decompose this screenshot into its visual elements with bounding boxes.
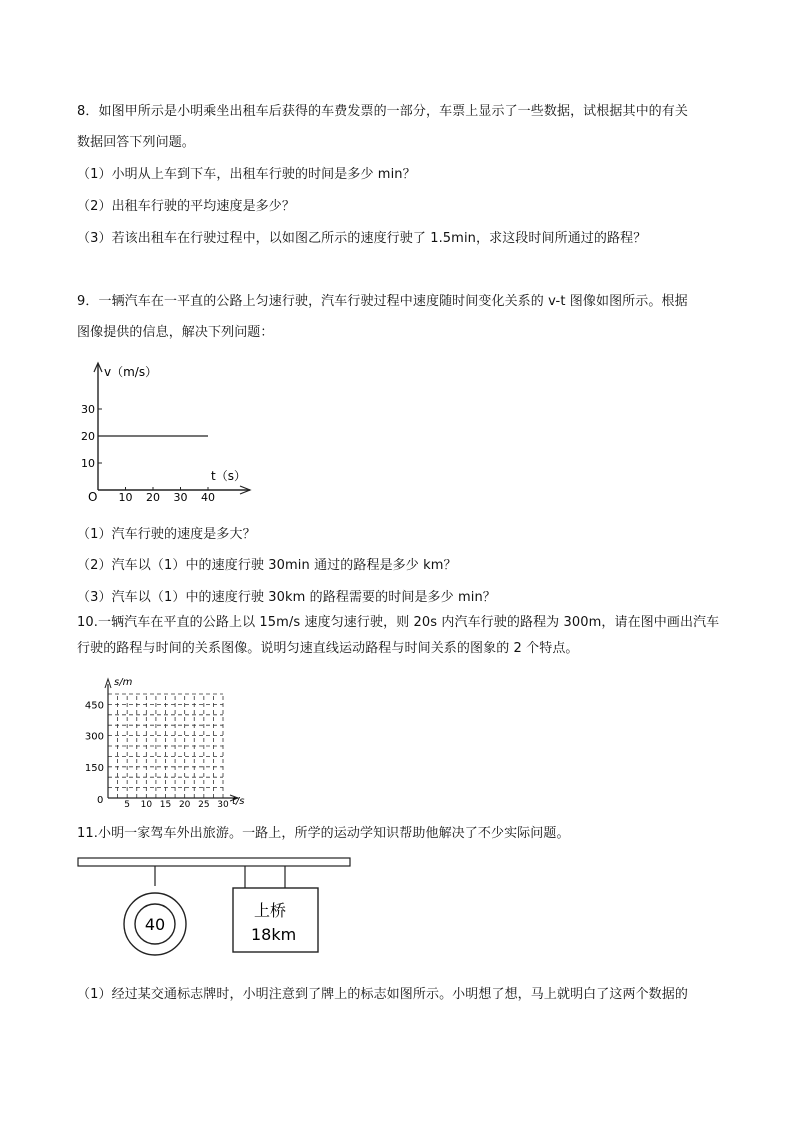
speed-limit-value: 40 [144,915,166,934]
q10-x-tick-label: 10 [140,800,153,807]
q10-x-tick-label: 15 [159,800,172,807]
q8-sub3: （3）若该出租车在行驶过程中，以如图乙所示的速度行驶了 1.5min，求这段时间所通过的路程？ [77,231,647,246]
q10-x-tick-label: 5 [124,800,131,807]
q10-x-tick-label: 25 [198,800,210,807]
q10-y-tick-label: 450 [84,700,104,712]
q9-x-tick-label: 10 [118,491,133,503]
q9-y-tick-label: 10 [81,457,95,470]
q8-stem-line1: 8．如图甲所示是小明乘坐出租车后获得的车费发票的一部分，车票上显示了一些数据，试根据其中的有关 [77,104,688,119]
q9-x-tick-label: 40 [201,491,215,503]
q9-x-tick-label: 30 [173,491,188,503]
q11-sub1: （1）经过某交通标志牌时，小明注意到了牌上的标志如图所示。小明想了想，马上就明白了这两个数据的 [77,987,688,1002]
q11-stem: 11.小明一家驾车外出旅游。一路上，所学的运动学知识帮助他解决了不少实际问题。 [77,826,570,841]
q10-y-label: s/m [114,677,133,688]
q10-stem-line1: 10.一辆汽车在平直的公路上以 15m/s 速度匀速行驶，则 20s 内汽车行驶的路程为 300m，请在图中画出汽车 [77,615,720,630]
q9-y-tick-label: 30 [81,403,95,416]
q9-y-label: v（m/s） [104,365,158,379]
q9-vt-graph [80,358,260,503]
q9-sub2: （2）汽车以（1）中的速度行驶 30min 通过的路程是多少 km？ [77,558,457,573]
q8-sub1: （1）小明从上车到下车，出租车行驶的时间是多少 min？ [77,167,416,182]
q9-sub1: （1）汽车行驶的速度是多大？ [77,527,256,542]
q9-origin: O [88,490,98,503]
sign-gantry-bar [78,858,350,866]
q9-x-tick-label: 20 [146,491,160,503]
q10-stem-line2: 行驶的路程与时间的关系图像。说明匀速直线运动路程与时间关系的图象的 2 个特点。 [77,641,579,656]
q10-y-tick-label: 150 [84,762,104,774]
q8-stem-line2: 数据回答下列问题。 [77,135,195,150]
q10-x-tick-label: 20 [178,800,191,807]
q10-origin: 0 [97,795,104,806]
q10-x-tick-label: 30 [217,800,229,807]
q9-stem-line1: 9．一辆汽车在一平直的公路上匀速行驶，汽车行驶过程中速度随时间变化关系的 v-t 图像如图所示。根据 [77,294,688,309]
q10-y-tick-label: 300 [84,731,104,743]
distance-sign-place: 上桥 [254,901,287,920]
q9-x-label: t（s） [211,469,246,483]
q8-sub2: （2）出租车行驶的平均速度是多少？ [77,199,295,214]
q10-st-grid [78,672,268,807]
q10-x-label: t/s [232,796,245,807]
q9-y-tick-label: 20 [81,430,95,443]
distance-sign-distance: 18km [251,925,297,944]
q9-stem-line2: 图像提供的信息，解决下列问题： [77,325,274,340]
q11-traffic-signs [76,856,356,976]
q9-sub3: （3）汽车以（1）中的速度行驶 30km 的路程需要的时间是多少 min？ [77,590,496,605]
